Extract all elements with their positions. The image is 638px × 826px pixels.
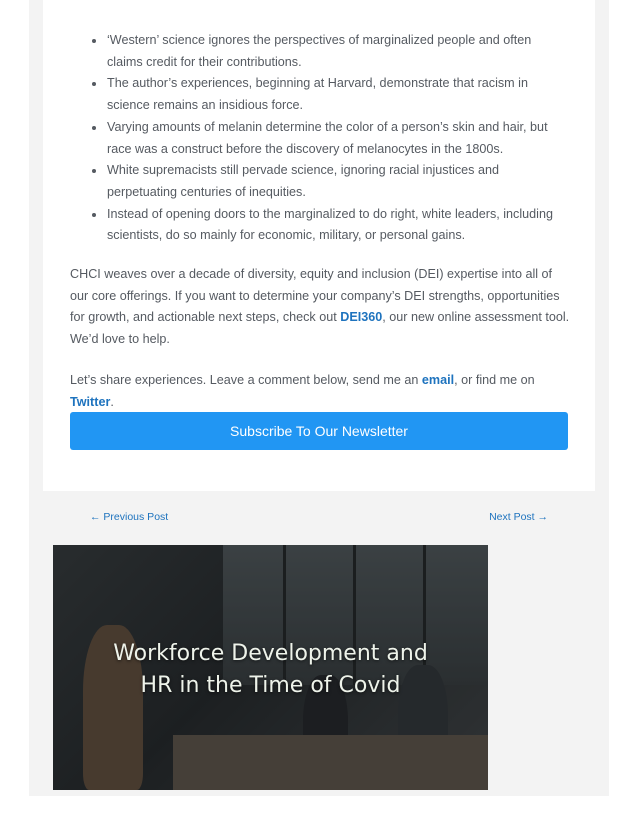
key-points-list [70,30,570,247]
paragraph-text: , or find me on [454,373,535,387]
email-link[interactable]: email [421,373,455,387]
featured-post-title [53,638,488,702]
featured-post-image[interactable] [53,545,488,790]
list-item: White supremacists still pervade science, ignoring racial injustices and perpetuating centuries of inequities. [70,160,570,203]
dei360-link[interactable]: DEI360 [340,310,383,325]
paragraph-text: Let’s share experiences. Leave a comment below, send me an [70,373,422,387]
list-item: Varying amounts of melanin determine the color of a person’s skin and hair, but race was a construct before the discovery of melanocytes in the 1800s. [70,117,570,160]
list-item: ‘Western’ science ignores the perspectives of marginalized people and often claims credit for their contributions. [70,30,570,73]
subscribe-newsletter-button[interactable]: Subscribe To Our Newsletter [70,412,568,450]
twitter-link[interactable]: Twitter [70,394,111,409]
next-post-link[interactable]: Next Post → [489,511,548,523]
title-line: Workforce Development and [113,641,428,666]
dei-offer-paragraph [70,264,570,351]
list-item: Instead of opening doors to the marginalized to do right, white leaders, including scientists, do so mainly for economic, military, or personal gains. [70,204,570,247]
paragraph-text: . [110,394,114,409]
title-line: HR in the Time of Covid [140,673,401,698]
paragraph-text: , our new online assessment tool. We’d love to help. [70,310,570,347]
previous-post-link[interactable]: ← Previous Post [90,511,169,523]
contact-paragraph [70,370,570,413]
paragraph-text: CHCI weaves over a decade of diversity, equity and inclusion (DEI) expertise into all of our core offerings. If you want to determine your company’s DEI strengths, opportunities for growth, and actionable next steps, check out [70,267,560,325]
list-item: The author’s experiences, beginning at Harvard, demonstrate that racism in science remains an insidious force. [70,73,570,116]
